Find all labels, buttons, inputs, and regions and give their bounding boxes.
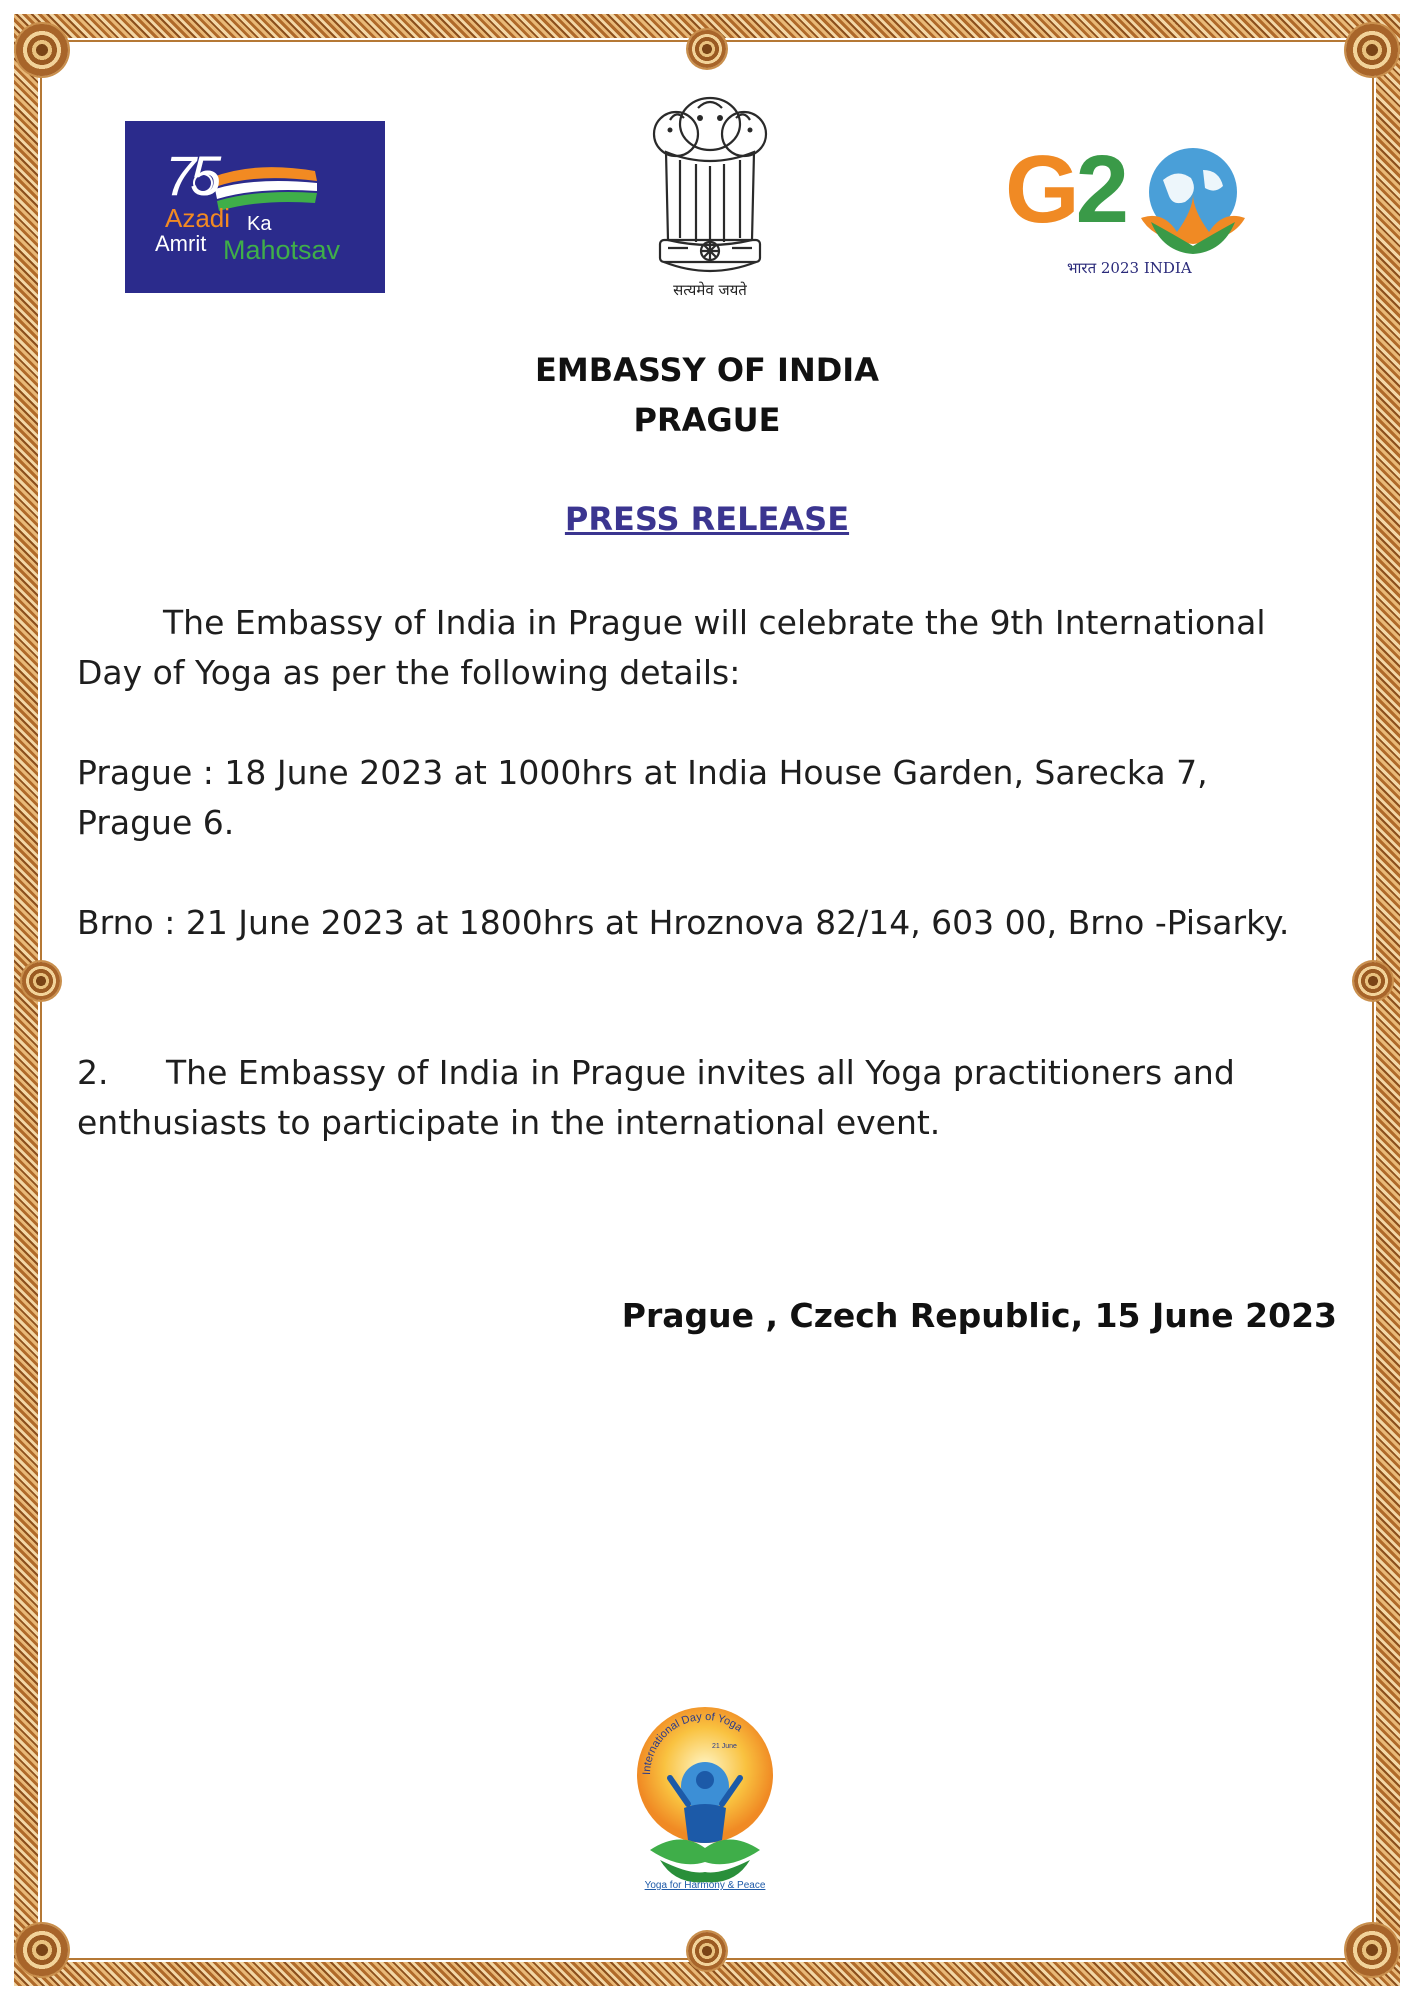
edge-rosette-bottom [688, 1932, 726, 1970]
tricolor-flag-icon [125, 121, 385, 293]
logo-word-azadi: Azadi [165, 203, 231, 233]
inner-border-line [40, 40, 1374, 1960]
g20-wordmark: G2 [1005, 136, 1126, 243]
international-day-of-yoga-logo [630, 1700, 780, 1905]
prague-line-2: Prague 6. [77, 803, 235, 842]
edge-rosette-right [1354, 962, 1392, 1000]
embassy-title: EMBASSY OF INDIA [535, 351, 879, 389]
g20-logo [1005, 136, 1270, 290]
paragraph-invitation [77, 1048, 1347, 1148]
logo-word-amrit: Amrit [155, 231, 207, 256]
seventy-five-numeral: 75 [165, 144, 216, 207]
prague-line-1: Prague : 18 June 2023 at 1000hrs at India House Garden, Sarecka 7, [77, 753, 1208, 792]
national-emblem-icon [640, 90, 780, 305]
brno-line: Brno : 21 June 2023 at 1800hrs at Hroznova 82/14, 603 00, Brno -Pisarky. [77, 903, 1290, 942]
corner-rosette-top-right [1346, 24, 1398, 76]
press-release-heading: PRESS RELEASE [564, 500, 850, 538]
invitation-line-2: enthusiasts to participate in the international event. [77, 1103, 941, 1142]
yoga-tagline: Yoga for Harmony & Peace [644, 1880, 766, 1891]
prague-event-details [77, 748, 1347, 848]
brno-event-details [77, 898, 1347, 948]
paragraph-number: 2. [77, 1053, 109, 1092]
intro-line-1: The Embassy of India in Prague will celebrate the 9th International [163, 603, 1266, 642]
corner-rosette-bottom-left [16, 1924, 68, 1976]
edge-rosette-top [688, 30, 726, 68]
intro-line-2: Day of Yoga as per the following details: [77, 653, 741, 692]
azadi-ka-amrit-mahotsav-logo [125, 121, 385, 293]
emblem-motto: सत्यमेव जयते [673, 281, 747, 299]
invitation-line-1: The Embassy of India in Prague invites all Yoga practitioners and [166, 1053, 1235, 1092]
corner-rosette-bottom-right [1346, 1924, 1398, 1976]
yoga-date: 21 June [712, 1743, 737, 1750]
dateline: Prague , Czech Republic, 15 June 2023 [621, 1296, 1337, 1335]
logo-word-mahotsav: Mahotsav [223, 235, 341, 265]
logo-word-ka: Ka [247, 213, 272, 235]
embassy-city: PRAGUE [633, 401, 781, 439]
paragraph-intro [77, 598, 1347, 698]
globe-lotus-icon [1133, 140, 1263, 270]
edge-rosette-left [22, 962, 60, 1000]
g20-subtitle: भारत 2023 INDIA [1067, 259, 1192, 277]
yoga-ring-text: International Day of Yoga [640, 1710, 745, 1776]
corner-rosette-top-left [16, 24, 68, 76]
